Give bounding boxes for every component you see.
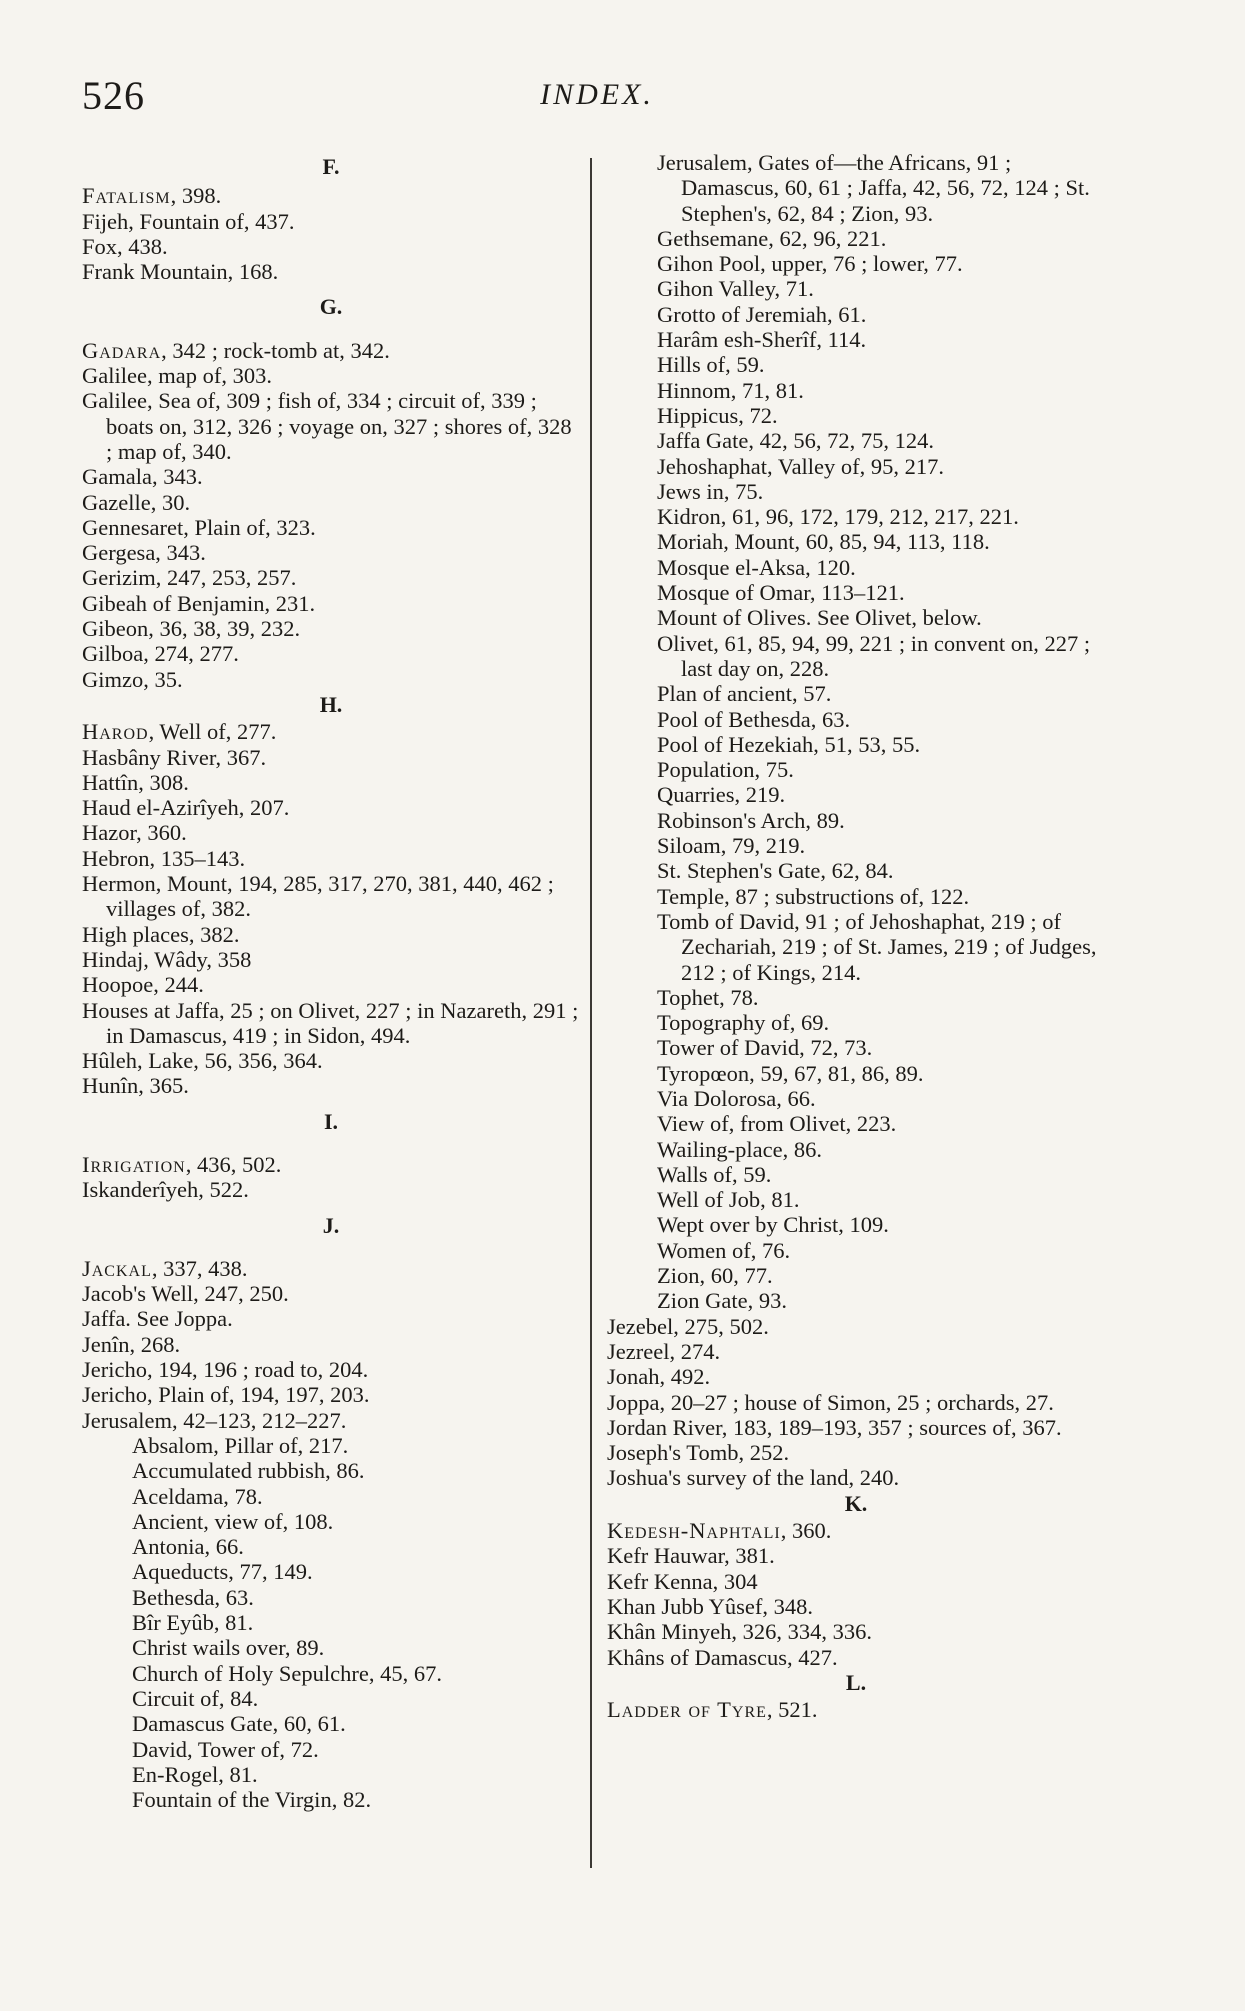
entry-text: Population, 75. xyxy=(657,757,794,783)
entry-text: Jaffa Gate, 42, 56, 72, 75, 124. xyxy=(657,428,935,454)
entry-headword: Harod xyxy=(82,719,149,745)
index-entry xyxy=(607,1390,1105,1415)
entry-text: Jericho, 194, 196 ; road to, 204. xyxy=(82,1357,369,1383)
index-subentry xyxy=(82,1585,580,1610)
entry-text: Church of Holy Sepulchre, 45, 67. xyxy=(132,1660,442,1686)
entry-text: Joseph's Tomb, 252. xyxy=(607,1440,790,1466)
index-entry xyxy=(82,745,580,770)
entry-text: Jezreel, 274. xyxy=(607,1338,721,1364)
index-entry xyxy=(82,871,580,922)
section-letter-heading: H. xyxy=(319,691,343,717)
entry-text: Aceldama, 78. xyxy=(132,1483,263,1509)
index-entry xyxy=(607,1645,1105,1670)
entry-text: Hindaj, Wâdy, 358 xyxy=(82,946,252,972)
entry-text: Tower of David, 72, 73. xyxy=(657,1035,873,1061)
entry-text: St. Stephen's Gate, 62, 84. xyxy=(657,858,894,884)
entry-text: Gethsemane, 62, 96, 221. xyxy=(657,225,887,251)
index-entry xyxy=(82,1177,580,1202)
entry-text: Damascus Gate, 60, 61. xyxy=(132,1711,346,1737)
index-subentry xyxy=(607,150,1105,226)
index-entry xyxy=(82,1306,580,1331)
entry-text: Hazor, 360. xyxy=(82,820,187,846)
index-subentry xyxy=(607,276,1105,301)
index-subentry xyxy=(607,1086,1105,1111)
index-subentry xyxy=(607,504,1105,529)
index-entry xyxy=(82,209,580,234)
entry-text: View of, from Olivet, 223. xyxy=(657,1111,897,1137)
index-subentry xyxy=(607,605,1105,630)
index-subentry xyxy=(607,1238,1105,1263)
index-entry xyxy=(82,972,580,997)
entry-text: Houses at Jaffa, 25 ; on Olivet, 227 ; in Nazareth, 291 ; in Damascus, 419 ; in Sidon, 494. xyxy=(82,997,579,1048)
entry-text: Jordan River, 183, 189–193, 357 ; sources of, 367. xyxy=(607,1414,1062,1440)
entry-text: Jonah, 492. xyxy=(607,1364,711,1390)
index-entry xyxy=(82,1073,580,1098)
index-entry xyxy=(82,565,580,590)
index-subentry xyxy=(607,909,1105,985)
index-subentry xyxy=(82,1509,580,1534)
entry-text: , 436, 502. xyxy=(185,1151,282,1177)
index-subentry xyxy=(607,1162,1105,1187)
index-entry xyxy=(82,922,580,947)
entry-text: Kefr Kenna, 304 xyxy=(607,1568,758,1594)
entry-text: Hattîn, 308. xyxy=(82,769,189,795)
index-entry xyxy=(82,234,580,259)
index-subentry xyxy=(607,555,1105,580)
entry-text: , 337, 438. xyxy=(151,1255,248,1281)
entry-text: Jaffa. See Joppa. xyxy=(82,1306,233,1332)
index-subentry xyxy=(607,1035,1105,1060)
entry-text: Gerizim, 247, 253, 257. xyxy=(82,565,297,591)
entry-text: Siloam, 79, 219. xyxy=(657,833,806,859)
index-subentry xyxy=(82,1559,580,1584)
index-entry xyxy=(82,1332,580,1357)
entry-text: Wept over by Christ, 109. xyxy=(657,1212,889,1238)
index-entry xyxy=(82,1256,580,1281)
entry-text: Mosque el-Aksa, 120. xyxy=(657,554,856,580)
entry-text: Aqueducts, 77, 149. xyxy=(132,1559,313,1585)
index-subentry xyxy=(607,580,1105,605)
entry-text: Gazelle, 30. xyxy=(82,489,191,515)
index-entry xyxy=(82,641,580,666)
entry-text: Khan Jubb Yûsef, 348. xyxy=(607,1593,814,1619)
index-entry xyxy=(82,998,580,1049)
index-subentry xyxy=(607,985,1105,1010)
index-subentry xyxy=(607,1212,1105,1237)
entry-text: Gilboa, 274, 277. xyxy=(82,641,239,667)
index-entry xyxy=(607,1364,1105,1389)
index-subentry xyxy=(82,1484,580,1509)
index-subentry xyxy=(82,1534,580,1559)
index-entry xyxy=(82,947,580,972)
index-subentry xyxy=(607,1137,1105,1162)
index-entry xyxy=(607,1314,1105,1339)
entry-text: Hippicus, 72. xyxy=(657,402,778,428)
column-divider xyxy=(590,158,592,1868)
index-subentry xyxy=(607,858,1105,883)
entry-text: Khâns of Damascus, 427. xyxy=(607,1644,838,1670)
entry-text: Jerusalem, Gates of—the Africans, 91 ; Damascus, 60, 61 ; Jaffa, 42, 56, 72, 124 ; St. Stephen's, 62, 84 ; Zion, 93. xyxy=(657,150,1090,226)
index-subentry xyxy=(82,1762,580,1787)
index-entry xyxy=(82,1281,580,1306)
index-subentry xyxy=(607,1061,1105,1086)
entry-text: Galilee, Sea of, 309 ; fish of, 334 ; circuit of, 339 ; boats on, 312, 326 ; voyage on, 327 ; shores of, 328 ; map of, 340. xyxy=(82,388,572,464)
entry-text: Joshua's survey of the land, 240. xyxy=(607,1465,900,1491)
entry-text: Galilee, map of, 303. xyxy=(82,363,272,389)
entry-headword: Gadara xyxy=(82,337,162,363)
index-entry xyxy=(607,1339,1105,1364)
entry-text: Gibeon, 36, 38, 39, 232. xyxy=(82,616,301,642)
index-subentry xyxy=(607,428,1105,453)
entry-text: Bîr Eyûb, 81. xyxy=(132,1610,254,1636)
index-entry xyxy=(82,616,580,641)
index-entry xyxy=(82,846,580,871)
index-entry xyxy=(607,1543,1105,1568)
index-subentry xyxy=(607,1187,1105,1212)
entry-headword: Fatalism xyxy=(82,183,171,209)
entry-text: , 398. xyxy=(170,183,222,209)
index-entry xyxy=(82,490,580,515)
index-subentry xyxy=(607,808,1105,833)
entry-text: Robinson's Arch, 89. xyxy=(657,807,845,833)
entry-text: Gennesaret, Plain of, 323. xyxy=(82,514,316,540)
entry-text: Wailing-place, 86. xyxy=(657,1136,823,1162)
entry-text: Gihon Valley, 71. xyxy=(657,276,814,302)
index-entry xyxy=(82,1408,580,1433)
entry-text: Ancient, view of, 108. xyxy=(132,1508,334,1534)
entry-headword: Jackal xyxy=(82,1255,152,1281)
entry-text: Hills of, 59. xyxy=(657,352,765,378)
entry-text: Tyropœon, 59, 67, 81, 86, 89. xyxy=(657,1060,924,1086)
index-entry xyxy=(82,183,580,208)
page-header xyxy=(82,72,1112,122)
index-entry xyxy=(607,1465,1105,1490)
index-entry xyxy=(82,1152,580,1177)
entry-text: Plan of ancient, 57. xyxy=(657,681,832,707)
entry-text: Pool of Hezekiah, 51, 53, 55. xyxy=(657,731,921,757)
entry-text: Well of Job, 81. xyxy=(657,1187,800,1213)
entry-text: Via Dolorosa, 66. xyxy=(657,1085,816,1111)
entry-text: Hasbâny River, 367. xyxy=(82,744,267,770)
section-letter-heading: G. xyxy=(319,294,343,320)
entry-text: Hebron, 135–143. xyxy=(82,845,246,871)
entry-text: Jews in, 75. xyxy=(657,478,764,504)
index-entry xyxy=(82,515,580,540)
section-letter-heading: L. xyxy=(845,1669,867,1695)
index-entry xyxy=(82,770,580,795)
index-entry xyxy=(607,1697,1105,1722)
index-subentry xyxy=(82,1686,580,1711)
index-subentry xyxy=(607,681,1105,706)
entry-text: , 521. xyxy=(766,1697,818,1723)
entry-text: Topography of, 69. xyxy=(657,1010,830,1036)
index-entry xyxy=(82,667,580,692)
entry-text: Hinnom, 71, 81. xyxy=(657,377,804,403)
index-entry xyxy=(82,464,580,489)
entry-text: Gihon Pool, upper, 76 ; lower, 77. xyxy=(657,251,963,277)
entry-text: Frank Mountain, 168. xyxy=(82,259,279,285)
entry-text: Mount of Olives. See Olivet, below. xyxy=(657,605,982,631)
entry-headword: Kedesh-Naphtali xyxy=(607,1518,781,1544)
index-subentry xyxy=(82,1787,580,1812)
page-number: 526 xyxy=(82,73,145,118)
entry-text: Temple, 87 ; substructions of, 122. xyxy=(657,883,970,909)
entry-text: Tomb of David, 91 ; of Jehoshaphat, 219 ; of Zechariah, 219 ; of St. James, 219 ; of Judges, 212 ; of Kings, 214. xyxy=(657,908,1097,985)
index-entry xyxy=(82,1048,580,1073)
entry-text: En-Rogel, 81. xyxy=(132,1761,258,1787)
entry-text: Mosque of Omar, 113–121. xyxy=(657,580,905,606)
entry-text: , 360. xyxy=(780,1518,832,1544)
entry-headword: Ladder of Tyre xyxy=(607,1697,767,1723)
entry-text: Tophet, 78. xyxy=(657,984,759,1010)
index-subentry xyxy=(607,302,1105,327)
index-entry xyxy=(82,1382,580,1407)
entry-text: Zion, 60, 77. xyxy=(657,1263,773,1289)
index-entry xyxy=(607,1415,1105,1440)
entry-text: Hûleh, Lake, 56, 356, 364. xyxy=(82,1048,323,1074)
section-letter-heading: I. xyxy=(323,1108,339,1134)
index-entry xyxy=(82,388,580,464)
index-entry xyxy=(82,719,580,744)
index-subentry xyxy=(607,884,1105,909)
section-letter-heading: K. xyxy=(844,1490,868,1516)
index-subentry xyxy=(607,352,1105,377)
entry-text: Zion Gate, 93. xyxy=(657,1288,787,1314)
entry-text: Hunîn, 365. xyxy=(82,1073,189,1099)
entry-text: Jehoshaphat, Valley of, 95, 217. xyxy=(657,453,945,479)
entry-text: Kidron, 61, 96, 172, 179, 212, 217, 221. xyxy=(657,504,1019,530)
index-subentry xyxy=(607,1263,1105,1288)
entry-text: Kefr Hauwar, 381. xyxy=(607,1543,775,1569)
index-subentry xyxy=(82,1711,580,1736)
index-subentry xyxy=(82,1635,580,1660)
section-letter-heading: F. xyxy=(322,154,340,179)
entry-text: Fijeh, Fountain of, 437. xyxy=(82,208,295,234)
index-subentry xyxy=(82,1661,580,1686)
index-subentry xyxy=(607,403,1105,428)
section-letter-heading: J. xyxy=(322,1212,340,1238)
entry-headword: Irrigation xyxy=(82,1151,186,1177)
index-subentry xyxy=(607,251,1105,276)
entry-text: Jerusalem, 42–123, 212–227. xyxy=(82,1407,347,1433)
index-subentry xyxy=(607,378,1105,403)
index-subentry xyxy=(607,1288,1105,1313)
entry-text: Grotto of Jeremiah, 61. xyxy=(657,301,867,327)
index-entry xyxy=(607,1619,1105,1644)
entry-text: Gamala, 343. xyxy=(82,464,203,490)
entry-text: , 342 ; rock-tomb at, 342. xyxy=(161,337,390,363)
index-entry xyxy=(607,1594,1105,1619)
entry-text: Moriah, Mount, 60, 85, 94, 113, 118. xyxy=(657,529,990,555)
index-subentry xyxy=(607,1111,1105,1136)
index-entry xyxy=(82,540,580,565)
entry-text: Iskanderîyeh, 522. xyxy=(82,1177,249,1203)
entry-text: Walls of, 59. xyxy=(657,1161,772,1187)
index-subentry xyxy=(607,732,1105,757)
index-entry xyxy=(82,591,580,616)
index-entry xyxy=(82,820,580,845)
entry-text: Accumulated rubbish, 86. xyxy=(132,1458,365,1484)
entry-text: Jacob's Well, 247, 250. xyxy=(82,1281,289,1307)
index-entry xyxy=(607,1440,1105,1465)
entry-text: Joppa, 20–27 ; house of Simon, 25 ; orchards, 27. xyxy=(607,1389,1054,1415)
index-subentry xyxy=(607,529,1105,554)
entry-text: Haud el-Azirîyeh, 207. xyxy=(82,795,290,821)
entry-text: Bethesda, 63. xyxy=(132,1584,254,1610)
entry-text: Harâm esh-Sherîf, 114. xyxy=(657,327,867,353)
index-subentry xyxy=(607,1010,1105,1035)
entry-text: , Well of, 277. xyxy=(148,719,277,745)
entry-text: Olivet, 61, 85, 94, 99, 221 ; in convent on, 227 ; last day on, 228. xyxy=(657,630,1091,681)
index-entry xyxy=(607,1569,1105,1594)
entry-text: Jenîn, 268. xyxy=(82,1331,181,1357)
index-subentry xyxy=(82,1737,580,1762)
entry-text: Quarries, 219. xyxy=(657,782,786,808)
index-subentry xyxy=(607,833,1105,858)
index-subentry xyxy=(607,479,1105,504)
entry-text: Pool of Bethesda, 63. xyxy=(657,706,851,732)
index-entry xyxy=(82,338,580,363)
entry-text: Jezebel, 275, 502. xyxy=(607,1313,769,1339)
running-title: INDEX. xyxy=(540,78,654,111)
index-subentry xyxy=(82,1610,580,1635)
entry-text: Fox, 438. xyxy=(82,233,168,259)
entry-text: Khân Minyeh, 326, 334, 336. xyxy=(607,1619,872,1645)
index-column-left xyxy=(82,150,580,1812)
index-subentry xyxy=(607,631,1105,682)
entry-text: Gimzo, 35. xyxy=(82,666,183,692)
index-subentry xyxy=(607,226,1105,251)
index-subentry xyxy=(607,454,1105,479)
index-entry xyxy=(82,795,580,820)
entry-text: Antonia, 66. xyxy=(132,1534,244,1560)
index-subentry xyxy=(607,327,1105,352)
index-subentry xyxy=(82,1433,580,1458)
entry-text: Christ wails over, 89. xyxy=(132,1635,325,1661)
entry-text: Gergesa, 343. xyxy=(82,540,206,566)
index-column-right xyxy=(607,150,1105,1722)
index-entry xyxy=(82,259,580,284)
entry-text: Fountain of the Virgin, 82. xyxy=(132,1787,372,1813)
entry-text: Hermon, Mount, 194, 285, 317, 270, 381, 440, 462 ; villages of, 382. xyxy=(82,871,554,922)
entry-text: Women of, 76. xyxy=(657,1237,791,1263)
index-entry xyxy=(82,363,580,388)
index-subentry xyxy=(607,757,1105,782)
index-subentry xyxy=(607,782,1105,807)
entry-text: Circuit of, 84. xyxy=(132,1685,259,1711)
entry-text: Gibeah of Benjamin, 231. xyxy=(82,590,316,616)
index-entry xyxy=(82,1357,580,1382)
entry-text: David, Tower of, 72. xyxy=(132,1736,319,1762)
entry-text: Hoopoe, 244. xyxy=(82,972,204,998)
entry-text: Absalom, Pillar of, 217. xyxy=(132,1432,349,1458)
index-subentry xyxy=(82,1458,580,1483)
entry-text: High places, 382. xyxy=(82,921,240,947)
entry-text: Jericho, Plain of, 194, 197, 203. xyxy=(82,1382,370,1408)
index-entry xyxy=(607,1518,1105,1543)
index-subentry xyxy=(607,707,1105,732)
